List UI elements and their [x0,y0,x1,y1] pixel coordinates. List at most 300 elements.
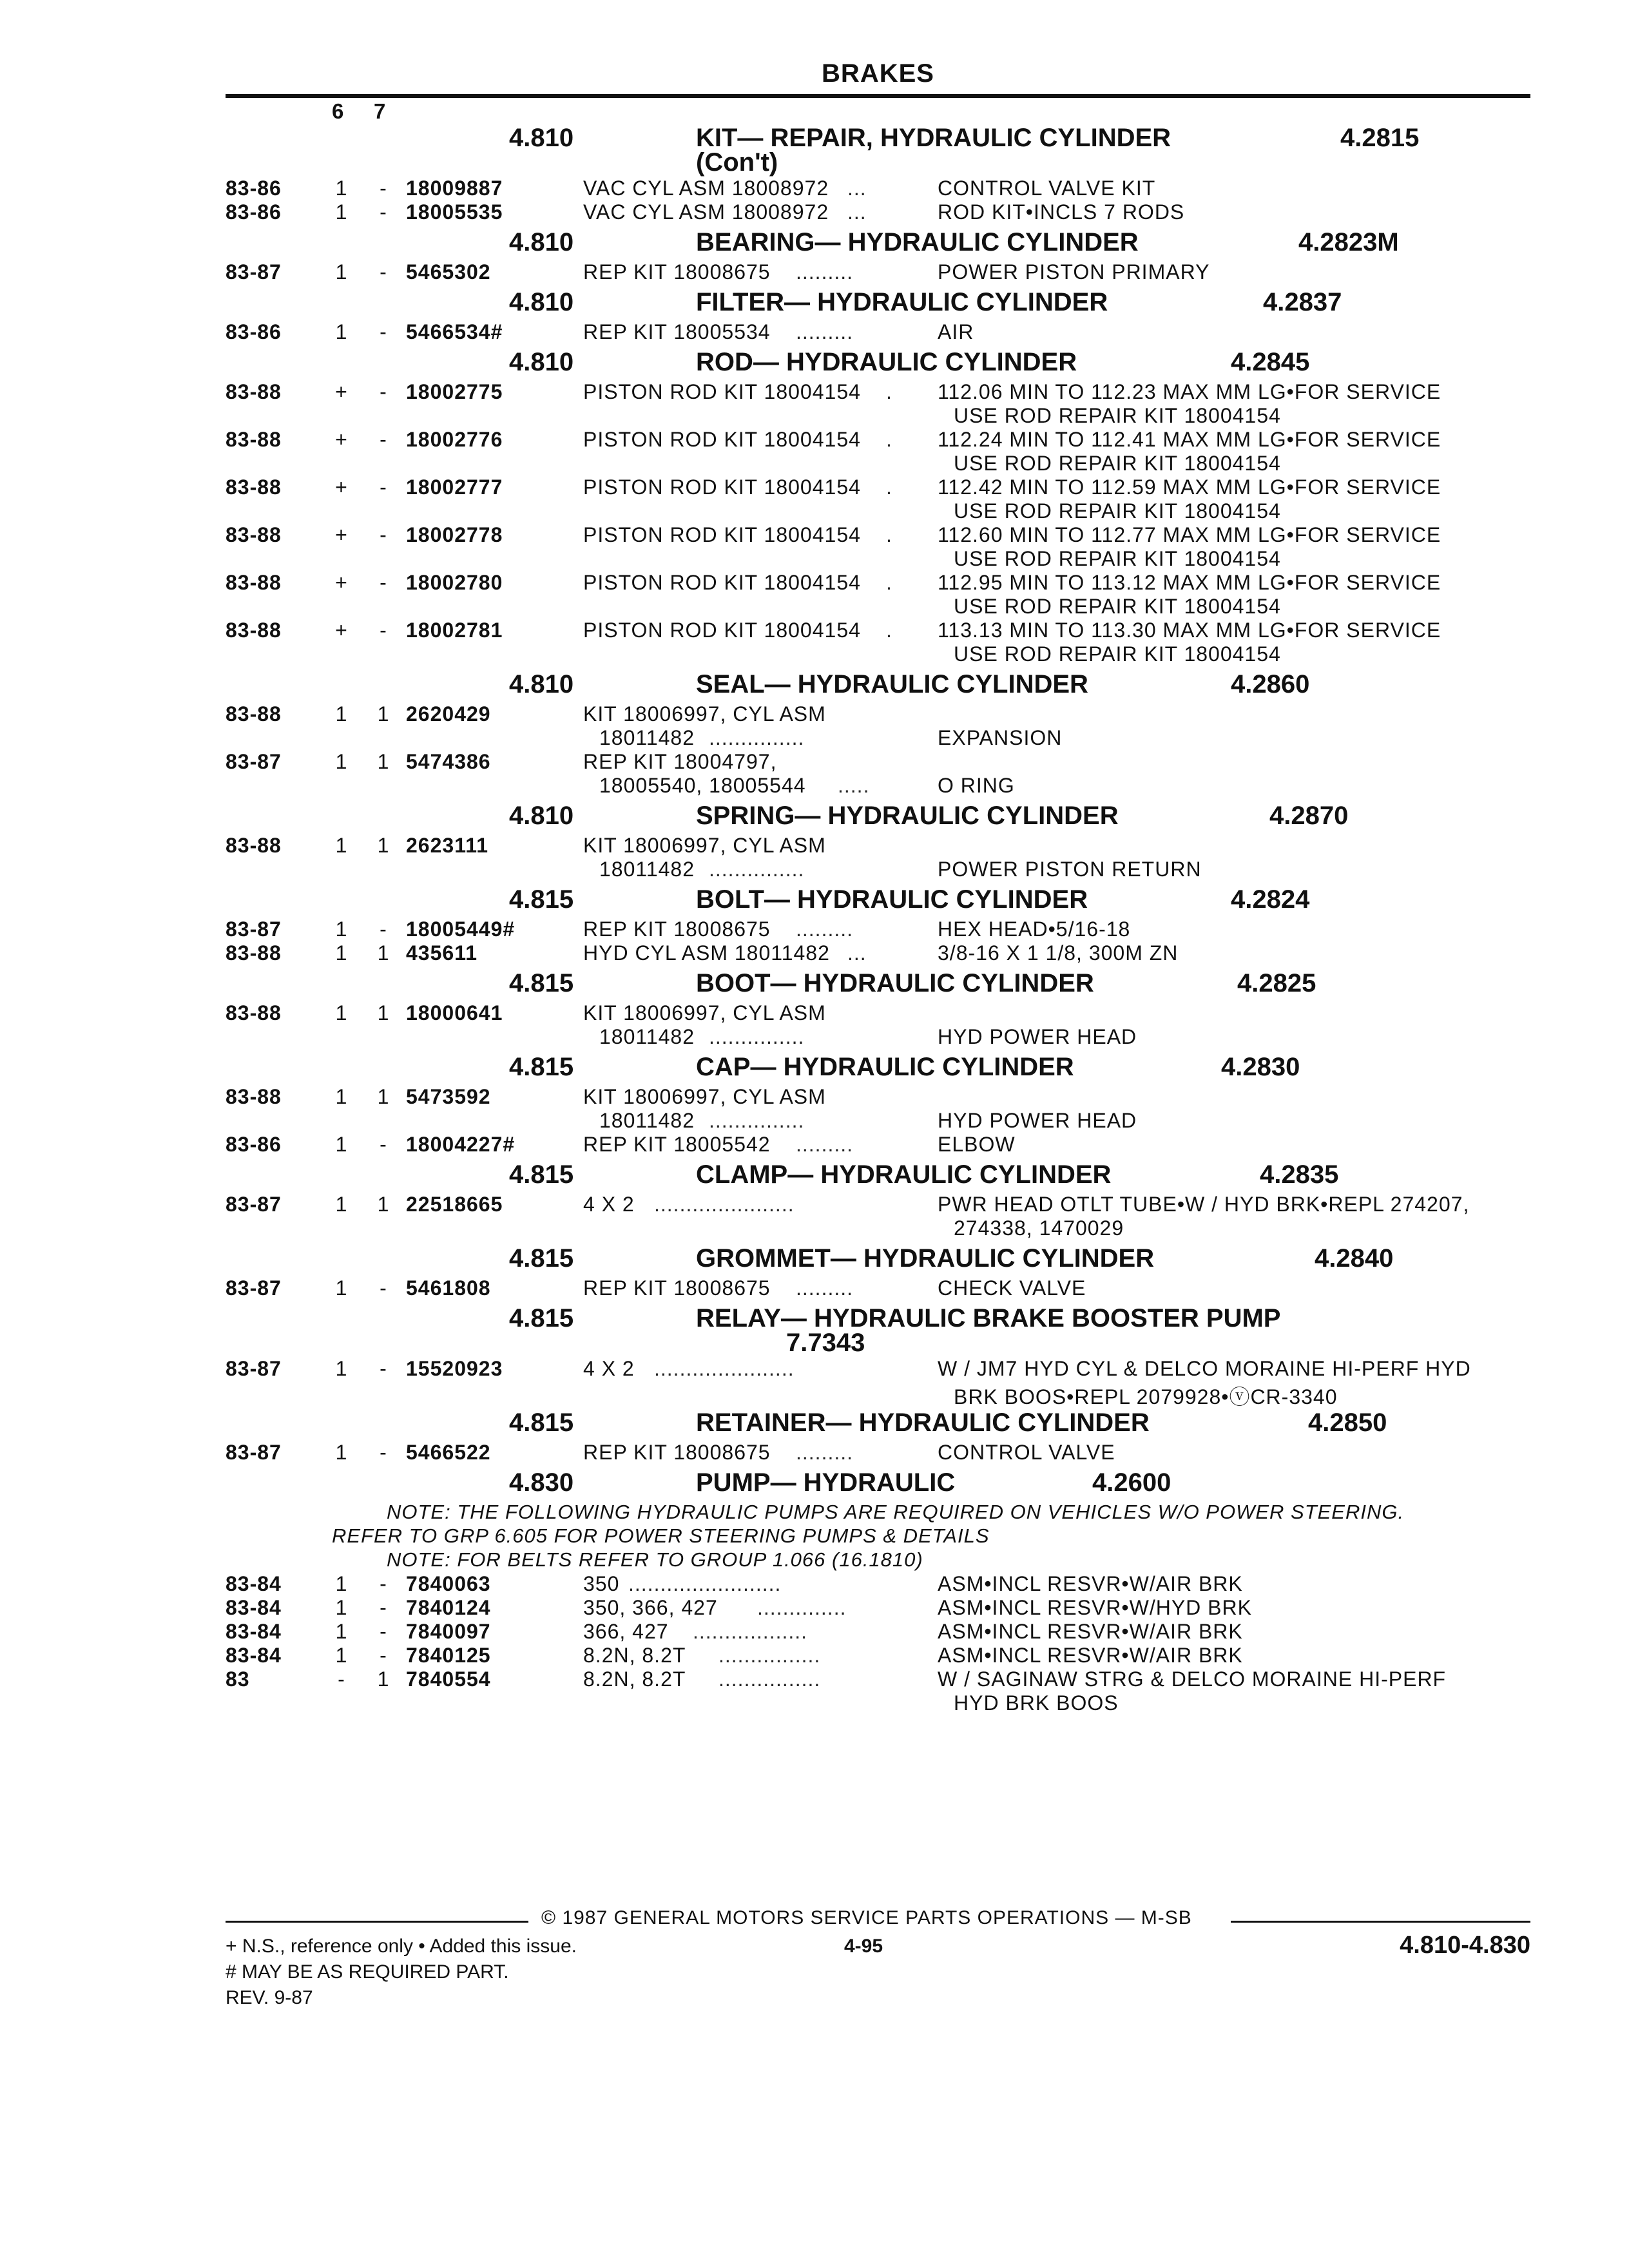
qty-col-7: - [380,177,387,200]
parts-listing [226,124,1530,1715]
part-number: 18002775 [406,380,503,403]
qty-col-6: + [335,619,348,642]
section-ref: 4.2870 [1269,802,1349,830]
qty-col-6: + [335,428,348,451]
leader-dots: ................ [718,1667,821,1691]
section-ref: 4.2837 [1263,288,1342,316]
section-ref: 4.2835 [1260,1160,1339,1189]
qty-col-6: 1 [335,941,348,965]
group-number: 4.815 [509,1160,574,1189]
qty-col-6: + [335,523,348,546]
group-number: 4.815 [509,885,574,914]
qty-col-6: 1 [335,1596,348,1619]
model-years: 83 [226,1667,250,1691]
part-remarks: 112.95 MIN TO 113.12 MAX MM LG•FOR SERVICE [938,571,1441,594]
copyright-text: © 1987 GENERAL MOTORS SERVICE PARTS OPERATIONS — M-SB [541,1907,1192,1928]
part-remarks: CONTROL VALVE [938,1441,1115,1464]
part-row [226,428,1530,476]
part-row [226,1276,1530,1300]
qty-col-7: 1 [377,834,390,857]
model-years: 83-88 [226,834,282,857]
model-years: 83-84 [226,1620,282,1643]
section-ref: 4.2815 [1340,124,1420,152]
section-heading [226,1468,1530,1501]
part-remarks: CONTROL VALVE KIT [938,177,1156,200]
section-ref: 4.2824 [1231,885,1310,914]
group-number: 4.815 [509,1304,574,1332]
group-number: 4.815 [509,1053,574,1081]
section-ref: 4.2860 [1231,670,1310,698]
part-row [226,200,1530,224]
page-footer [226,1907,1530,2013]
part-row [226,1620,1530,1644]
part-number: 18000641 [406,1001,503,1024]
part-row [226,1644,1530,1667]
model-years: 83-88 [226,571,282,594]
leader-dots: ..... [838,774,870,797]
part-description: REP KIT 18005542 [583,1133,771,1156]
part-description: PISTON ROD KIT 18004154 [583,619,861,642]
section-ref: 4.2840 [1315,1244,1394,1273]
section-heading [226,288,1530,320]
leader-dots: ......... [796,1441,854,1464]
qty-col-7: - [380,918,387,941]
section-ref: 4.2830 [1221,1053,1300,1081]
part-description: 366, 427 [583,1620,669,1643]
part-description: 8.2N, 8.2T [583,1644,686,1667]
part-number: 435611 [406,941,478,965]
model-years: 83-86 [226,320,282,343]
section-heading [226,348,1530,380]
part-description: 8.2N, 8.2T [583,1667,686,1691]
part-remarks: CHECK VALVE [938,1276,1086,1300]
part-remarks: 112.42 MIN TO 112.59 MAX MM LG•FOR SERVICE [938,476,1441,499]
part-row [226,523,1530,571]
model-years: 83-86 [226,177,282,200]
column-header-6: 6 [332,99,344,123]
leader-dots: ................ [718,1644,821,1667]
qty-col-7: - [380,619,387,642]
qty-col-7: 1 [377,750,390,773]
model-years: 83-87 [226,1193,282,1216]
section-subtitle: (Con't) [696,148,778,177]
qty-col-6: 1 [335,1193,348,1216]
column-header-7: 7 [374,99,386,123]
section-heading [226,1304,1530,1357]
part-remarks: HYD POWER HEAD [938,1109,1137,1132]
part-remarks: HYD BRK BOOS [954,1691,1119,1715]
qty-col-6: 1 [335,918,348,941]
part-row [226,1572,1530,1596]
leader-dots: ......... [796,1133,854,1156]
group-number: 4.815 [509,1408,574,1437]
header-rule [226,94,1530,98]
part-number: 7840125 [406,1644,491,1667]
qty-col-6: 1 [335,1620,348,1643]
part-remarks: HYD POWER HEAD [938,1025,1137,1048]
section-title: PUMP— HYDRAULIC [696,1468,956,1497]
section-title: GROMMET— HYDRAULIC CYLINDER [696,1244,1155,1273]
part-number: 18002776 [406,428,503,451]
part-description: 4 X 2 [583,1357,635,1380]
qty-col-6: 1 [335,1133,348,1156]
section-title: SPRING— HYDRAULIC CYLINDER [696,802,1119,830]
section-title: CAP— HYDRAULIC CYLINDER [696,1053,1074,1081]
qty-col-7: - [380,1596,387,1619]
part-number: 18002778 [406,523,503,546]
section-title: BOLT— HYDRAULIC CYLINDER [696,885,1088,914]
part-row [226,320,1530,344]
part-description: 4 X 2 [583,1193,635,1216]
model-years: 83-88 [226,702,282,726]
part-description: REP KIT 18004797, [583,750,777,773]
part-row [226,750,1530,798]
group-number: 4.815 [509,969,574,997]
part-remarks: USE ROD REPAIR KIT 18004154 [954,595,1281,618]
qty-col-6: 1 [335,750,348,773]
part-description: KIT 18006997, CYL ASM [583,1085,826,1108]
leader-dots: . [886,476,892,499]
part-number: 18009887 [406,177,503,200]
qty-col-6: + [335,571,348,594]
part-remarks: 112.24 MIN TO 112.41 MAX MM LG•FOR SERVICE [938,428,1441,451]
leader-dots: ... [847,200,867,224]
part-row [226,1357,1530,1408]
part-remarks: W / SAGINAW STRG & DELCO MORAINE HI-PERF [938,1667,1447,1691]
part-remarks: USE ROD REPAIR KIT 18004154 [954,404,1281,427]
part-description: PISTON ROD KIT 18004154 [583,571,861,594]
part-number: 7840124 [406,1596,491,1619]
qty-col-6: 1 [335,702,348,726]
part-remarks: POWER PISTON PRIMARY [938,260,1210,284]
section-ref: 4.2845 [1231,348,1310,376]
section-heading [226,1160,1530,1193]
part-description-cont: 18011482 [599,858,695,881]
part-remarks: AIR [938,320,974,343]
leader-dots: ......... [796,260,854,284]
leader-dots: ......... [796,1276,854,1300]
part-row [226,571,1530,619]
model-years: 83-86 [226,200,282,224]
part-remarks: ROD KIT•INCLS 7 RODS [938,200,1185,224]
model-years: 83-87 [226,1276,282,1300]
qty-col-7: - [380,320,387,343]
part-number: 15520923 [406,1357,503,1380]
leader-dots: . [886,571,892,594]
part-number: 5461808 [406,1276,491,1300]
footer-rule-left [226,1921,528,1923]
model-years: 83-88 [226,1001,282,1024]
group-number: 4.810 [509,802,574,830]
qty-col-7: 1 [377,1667,390,1691]
part-number: 2620429 [406,702,491,726]
part-row [226,476,1530,523]
part-description: VAC CYL ASM 18008972 [583,177,829,200]
section-heading [226,1244,1530,1276]
leader-dots: . [886,428,892,451]
part-row [226,1596,1530,1620]
part-number: 18004227# [406,1133,516,1156]
qty-col-7: - [380,1620,387,1643]
part-row [226,1085,1530,1133]
model-years: 83-88 [226,428,282,451]
qty-col-7: - [380,200,387,224]
qty-col-7: 1 [377,1193,390,1216]
qty-col-7: - [380,523,387,546]
part-remarks: USE ROD REPAIR KIT 18004154 [954,452,1281,475]
part-row [226,1001,1530,1049]
model-years: 83-88 [226,941,282,965]
section-title: BOOT— HYDRAULIC CYLINDER [696,969,1094,997]
qty-col-6: 1 [335,1001,348,1024]
group-number: 4.810 [509,348,574,376]
qty-col-7: - [380,476,387,499]
section-note: NOTE: THE FOLLOWING HYDRAULIC PUMPS ARE REQUIRED ON VEHICLES W/O POWER STEERING. [387,1501,1405,1523]
qty-col-7: - [380,1276,387,1300]
part-number: 5465302 [406,260,491,284]
qty-col-6: 1 [335,1085,348,1108]
part-number: 7840554 [406,1667,491,1691]
section-heading [226,885,1530,918]
model-years: 83-88 [226,1085,282,1108]
part-number: 7840097 [406,1620,491,1643]
leader-dots: ...................... [654,1193,795,1216]
qty-col-7: - [380,571,387,594]
part-remarks: USE ROD REPAIR KIT 18004154 [954,499,1281,523]
section-title: CLAMP— HYDRAULIC CYLINDER [696,1160,1112,1189]
leader-dots: . [886,523,892,546]
model-years: 83-86 [226,1133,282,1156]
part-row [226,1667,1530,1715]
part-number: 5473592 [406,1085,491,1108]
qty-col-6: 1 [335,177,348,200]
group-number: 4.815 [509,1244,574,1273]
part-description: REP KIT 18005534 [583,320,771,343]
part-row [226,834,1530,881]
section-heading [226,124,1530,177]
part-remarks: 112.60 MIN TO 112.77 MAX MM LG•FOR SERVICE [938,523,1441,546]
group-number: 4.830 [509,1468,574,1497]
qty-col-6: + [335,476,348,499]
qty-col-7: 1 [377,1085,390,1108]
part-row [226,1193,1530,1240]
qty-col-7: - [380,1357,387,1380]
model-years: 83-84 [226,1596,282,1619]
part-remarks: ELBOW [938,1133,1016,1156]
page-title: BRAKES [822,59,934,88]
leader-dots: . [886,619,892,642]
part-description: PISTON ROD KIT 18004154 [583,380,861,403]
part-number: 18002781 [406,619,503,642]
part-description: 350, 366, 427 [583,1596,718,1619]
qty-col-7: - [380,380,387,403]
qty-col-7: 1 [377,941,390,965]
section-note: REFER TO GRP 6.605 FOR POWER STEERING PUMPS & DETAILS [332,1524,990,1547]
part-remarks: 274338, 1470029 [954,1216,1124,1240]
part-description: REP KIT 18008675 [583,1276,771,1300]
part-number: 5466534# [406,320,503,343]
leader-dots: . [886,380,892,403]
section-title: BEARING— HYDRAULIC CYLINDER [696,228,1139,256]
part-number: 5474386 [406,750,491,773]
part-number: 18005535 [406,200,503,224]
part-description: PISTON ROD KIT 18004154 [583,428,861,451]
part-number: 22518665 [406,1193,503,1216]
leader-dots: .............. [757,1596,847,1619]
leader-dots: ........................ [628,1572,782,1595]
part-description-cont: 18011482 [599,726,695,749]
part-row [226,260,1530,284]
section-ref: 4.2850 [1308,1408,1387,1437]
part-number: 5466522 [406,1441,491,1464]
part-description-cont: 18005540, 18005544 [599,774,806,797]
section-heading [226,1408,1530,1441]
qty-col-6: 1 [335,320,348,343]
leader-dots: ... [847,177,867,200]
part-remarks: EXPANSION [938,726,1063,749]
section-title: ROD— HYDRAULIC CYLINDER [696,348,1077,376]
qty-col-6: 1 [335,1357,348,1380]
qty-col-7: 1 [377,1001,390,1024]
part-remarks: USE ROD REPAIR KIT 18004154 [954,547,1281,570]
part-description: VAC CYL ASM 18008972 [583,200,829,224]
leader-dots: ......... [796,918,854,941]
part-description: HYD CYL ASM 18011482 [583,941,830,965]
model-years: 83-87 [226,1357,282,1380]
model-years: 83-87 [226,1441,282,1464]
part-number: 7840063 [406,1572,491,1595]
part-remarks: BRK BOOS•REPL 2079928•ⓥCR-3340 [954,1385,1338,1408]
section-ref: 4.2825 [1237,969,1316,997]
part-remarks: ASM•INCL RESVR•W/HYD BRK [938,1596,1252,1619]
part-row [226,702,1530,750]
section-ref: 4.2600 [1092,1468,1171,1497]
part-number: 18005449# [406,918,516,941]
qty-col-7: 1 [377,702,390,726]
part-remarks: POWER PISTON RETURN [938,858,1202,881]
leader-dots: ............... [709,858,805,881]
revision-label: REV. 9-87 [226,1987,313,2008]
qty-col-7: - [380,1572,387,1595]
legend-as-required: # MAY BE AS REQUIRED PART. [226,1961,509,1983]
leader-dots: .................. [693,1620,808,1643]
part-remarks: ASM•INCL RESVR•W/AIR BRK [938,1620,1243,1643]
part-remarks: 3/8-16 X 1 1/8, 300M ZN [938,941,1179,965]
legend-notes: + N.S., reference only • Added this issue. [226,1936,577,1957]
leader-dots: ......... [796,320,854,343]
qty-col-6: - [338,1667,345,1691]
section-heading [226,1053,1530,1085]
model-years: 83-84 [226,1644,282,1667]
section-heading [226,969,1530,1001]
qty-col-7: - [380,428,387,451]
leader-dots: ...................... [654,1357,795,1380]
part-row [226,380,1530,428]
part-remarks: USE ROD REPAIR KIT 18004154 [954,642,1281,666]
group-number: 4.810 [509,288,574,316]
part-row [226,918,1530,941]
section-heading [226,228,1530,260]
part-description: REP KIT 18008675 [583,1441,771,1464]
part-description: REP KIT 18008675 [583,260,771,284]
part-remarks: 112.06 MIN TO 112.23 MAX MM LG•FOR SERVICE [938,380,1441,403]
part-number: 2623111 [406,834,489,857]
qty-col-6: 1 [335,200,348,224]
model-years: 83-88 [226,523,282,546]
section-ref: 4.2823M [1298,228,1399,256]
qty-col-7: - [380,1644,387,1667]
group-range: 4.810-4.830 [1400,1932,1530,1959]
group-number: 4.810 [509,124,574,152]
qty-col-6: 1 [335,1644,348,1667]
model-years: 83-88 [226,476,282,499]
part-number: 18002780 [406,571,503,594]
part-remarks: ASM•INCL RESVR•W/AIR BRK [938,1644,1243,1667]
group-number: 4.810 [509,228,574,256]
part-remarks: ASM•INCL RESVR•W/AIR BRK [938,1572,1243,1595]
leader-dots: ............... [709,1025,805,1048]
part-row [226,1133,1530,1157]
part-description: KIT 18006997, CYL ASM [583,834,826,857]
section-title: SEAL— HYDRAULIC CYLINDER [696,670,1088,698]
part-row [226,941,1530,965]
qty-col-7: - [380,1133,387,1156]
qty-col-6: 1 [335,1441,348,1464]
part-description-cont: 18011482 [599,1109,695,1132]
qty-col-6: 1 [335,1276,348,1300]
qty-col-6: 1 [335,1572,348,1595]
part-row [226,177,1530,200]
section-title: FILTER— HYDRAULIC CYLINDER [696,288,1108,316]
model-years: 83-87 [226,750,282,773]
qty-col-6: + [335,380,348,403]
section-heading [226,670,1530,702]
part-description: PISTON ROD KIT 18004154 [583,476,861,499]
model-years: 83-87 [226,918,282,941]
section-title: RELAY— HYDRAULIC BRAKE BOOSTER PUMP [696,1304,1281,1332]
leader-dots: ............... [709,1109,805,1132]
section-title: KIT— REPAIR, HYDRAULIC CYLINDER [696,124,1171,152]
qty-col-6: 1 [335,834,348,857]
part-description: 350 [583,1572,620,1595]
model-years: 83-84 [226,1572,282,1595]
part-remarks: 113.13 MIN TO 113.30 MAX MM LG•FOR SERVICE [938,619,1441,642]
qty-col-6: 1 [335,260,348,284]
part-description-cont: 18011482 [599,1025,695,1048]
part-row [226,1441,1530,1465]
leader-dots: ... [847,941,867,965]
part-row [226,619,1530,666]
part-description: KIT 18006997, CYL ASM [583,702,826,726]
part-remarks: HEX HEAD•5/16-18 [938,918,1131,941]
footer-rule-right [1231,1921,1530,1923]
part-number: 18002777 [406,476,503,499]
part-description: PISTON ROD KIT 18004154 [583,523,861,546]
model-years: 83-88 [226,619,282,642]
page-number: 4-95 [844,1936,883,1957]
part-remarks: O RING [938,774,1015,797]
group-number: 4.810 [509,670,574,698]
part-description: REP KIT 18008675 [583,918,771,941]
part-description: KIT 18006997, CYL ASM [583,1001,826,1024]
section-subtitle: 7.7343 [786,1329,865,1357]
section-note: NOTE: FOR BELTS REFER TO GROUP 1.066 (16.1810) [387,1548,923,1571]
section-heading [226,802,1530,834]
part-remarks: PWR HEAD OTLT TUBE•W / HYD BRK•REPL 274207, [938,1193,1470,1216]
model-years: 83-87 [226,260,282,284]
qty-col-7: - [380,260,387,284]
model-years: 83-88 [226,380,282,403]
